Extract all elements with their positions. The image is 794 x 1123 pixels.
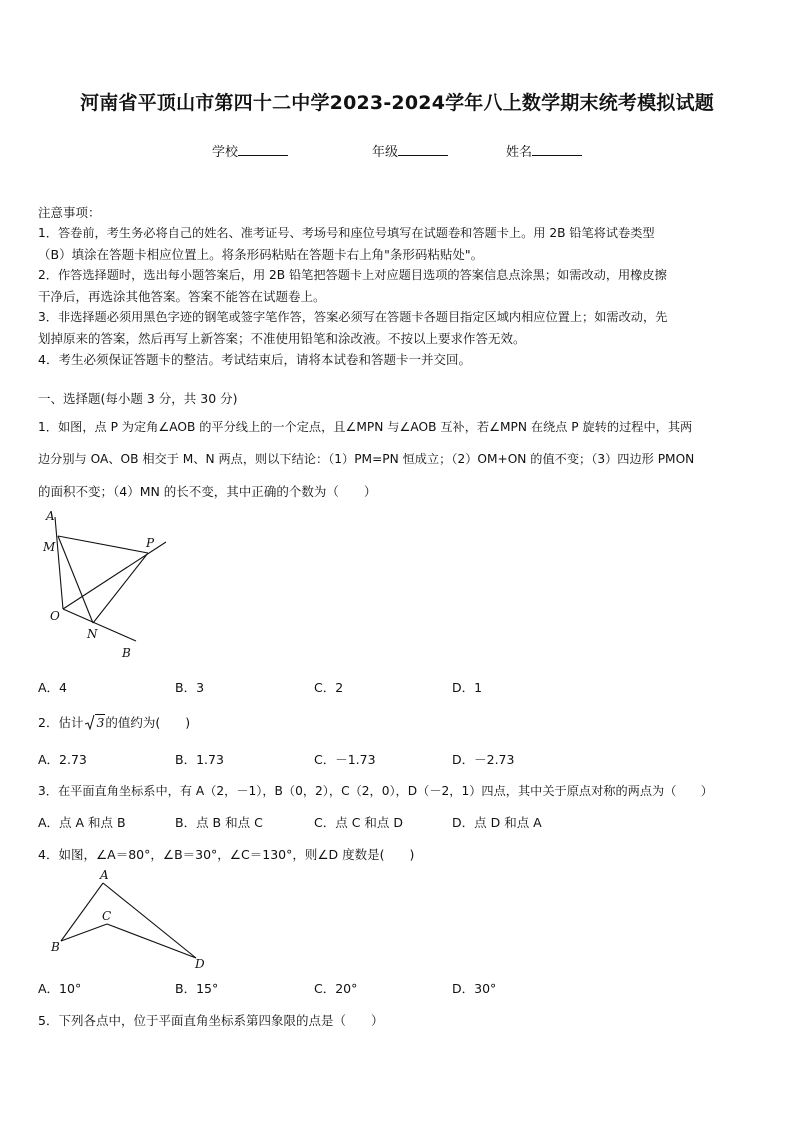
label-b: B xyxy=(122,646,131,660)
school-field[interactable] xyxy=(212,141,288,160)
q3-option-b[interactable]: B．点 B 和点 C xyxy=(175,815,263,830)
segment-pn xyxy=(93,553,148,623)
q2-prefix: 2．估计 xyxy=(38,715,84,730)
school-blank[interactable] xyxy=(238,143,288,156)
label-a: A xyxy=(100,868,109,882)
q4-option-b[interactable]: B．15° xyxy=(175,981,219,996)
label-p: P xyxy=(146,536,155,550)
page-title: 河南省平顶山市第四十二中学2023-2024学年八上数学期末统考模拟试题 xyxy=(80,92,714,114)
ray-oa xyxy=(55,517,63,609)
q1-option-c[interactable]: C．2 xyxy=(314,680,344,695)
label-n: N xyxy=(87,627,98,641)
label-d: D xyxy=(195,957,205,971)
q2-suffix: 的值约为( ) xyxy=(105,715,191,730)
q2-option-d[interactable]: D．－2.73 xyxy=(452,752,515,767)
q4-text: 4．如图，∠A＝80°，∠B＝30°，∠C＝130°，则∠D 度数是( ) xyxy=(38,847,415,862)
segment-mn xyxy=(58,536,93,623)
note-line: 干净后，再选涂其他答案。答案不能答在试题卷上。 xyxy=(38,289,326,304)
q3-text: 3．在平面直角坐标系中，有 A（2，－1），B（0，2），C（2，0），D（－2，1）四点，其中关于原点对称的两点为（ ） xyxy=(38,784,713,798)
bisector-op xyxy=(63,542,166,609)
label-b: B xyxy=(51,940,60,954)
label-a: A xyxy=(46,509,55,523)
segment-cd xyxy=(107,924,196,958)
q1-option-b[interactable]: B．3 xyxy=(175,680,205,695)
q2-option-a[interactable]: A．2.73 xyxy=(38,752,87,767)
grade-label: 年级 xyxy=(372,145,399,160)
grade-field[interactable] xyxy=(372,141,448,160)
q4-option-d[interactable]: D．30° xyxy=(452,981,497,996)
note-line: 2．作答选择题时，选出每小题答案后，用 2B 铅笔把答题卡上对应题目选项的答案信息点涂黑；如需改动，用橡皮擦 xyxy=(38,268,667,282)
q1-option-d[interactable]: D．1 xyxy=(452,680,483,695)
name-label: 姓名 xyxy=(506,145,533,160)
segment-mp xyxy=(58,536,148,553)
segment-bc xyxy=(61,924,107,941)
segment-ad xyxy=(103,883,196,958)
note-line: 1．答卷前，考生务必将自己的姓名、准考证号、考场号和座位号填写在试题卷和答题卡上。用 2B 铅笔将试卷类型 xyxy=(38,226,655,240)
q2-option-b[interactable]: B．1.73 xyxy=(175,752,224,767)
q2-text xyxy=(38,713,190,731)
ray-ob xyxy=(63,609,136,641)
sqrt-symbol xyxy=(85,714,105,730)
segment-ab xyxy=(61,883,103,941)
q1-figure xyxy=(36,505,176,665)
radical-sign-icon xyxy=(85,714,95,730)
q3-option-a[interactable]: A．点 A 和点 B xyxy=(38,815,126,830)
note-line: （B）填涂在答题卡相应位置上。将条形码粘贴在答题卡右上角"条形码粘贴处"。 xyxy=(38,247,484,262)
q2-option-c[interactable]: C．－1.73 xyxy=(314,752,376,767)
name-blank[interactable] xyxy=(532,143,582,156)
label-m: M xyxy=(43,540,56,554)
note-line: 划掉原来的答案，然后再写上新答案；不准使用铅笔和涂改液。不按以上要求作答无效。 xyxy=(38,331,526,346)
q1-option-a[interactable]: A．4 xyxy=(38,680,68,695)
q4-figure xyxy=(44,865,214,971)
q5-text: 5．下列各点中，位于平面直角坐标系第四象限的点是（ ） xyxy=(38,1013,384,1028)
grade-blank[interactable] xyxy=(398,143,448,156)
q3-option-d[interactable]: D．点 D 和点 A xyxy=(452,815,542,830)
section-heading: 一、选择题(每小题 3 分，共 30 分) xyxy=(38,391,238,406)
q1-text-line: 边分别与 OA、OB 相交于 M、N 两点，则以下结论：（1）PM=PN 恒成立；（2）OM+ON 的值不变；（3）四边形 PMON xyxy=(38,452,695,466)
note-line: 4．考生必须保证答题卡的整洁。考试结束后，请将本试卷和答题卡一并交回。 xyxy=(38,352,471,367)
school-label: 学校 xyxy=(212,145,239,160)
label-o: O xyxy=(50,609,60,623)
radicand: 3 xyxy=(96,715,105,730)
q4-option-a[interactable]: A．10° xyxy=(38,981,82,996)
name-field[interactable] xyxy=(506,141,582,160)
note-line: 3．非选择题必须用黑色字迹的钢笔或签字笔作答，答案必须写在答题卡各题目指定区域内相应位置上；如需改动，先 xyxy=(38,310,668,324)
label-c: C xyxy=(102,909,112,923)
q4-option-c[interactable]: C．20° xyxy=(314,981,358,996)
q1-text-line: 1．如图，点 P 为定角∠AOB 的平分线上的一个定点，且∠MPN 与∠AOB 互补，若∠MPN 在绕点 P 旋转的过程中，其两 xyxy=(38,420,693,434)
notes-heading: 注意事项： xyxy=(38,205,101,220)
q1-text-line: 的面积不变；（4）MN 的长不变，其中正确的个数为（ ） xyxy=(38,484,377,499)
q3-option-c[interactable]: C．点 C 和点 D xyxy=(314,815,404,830)
